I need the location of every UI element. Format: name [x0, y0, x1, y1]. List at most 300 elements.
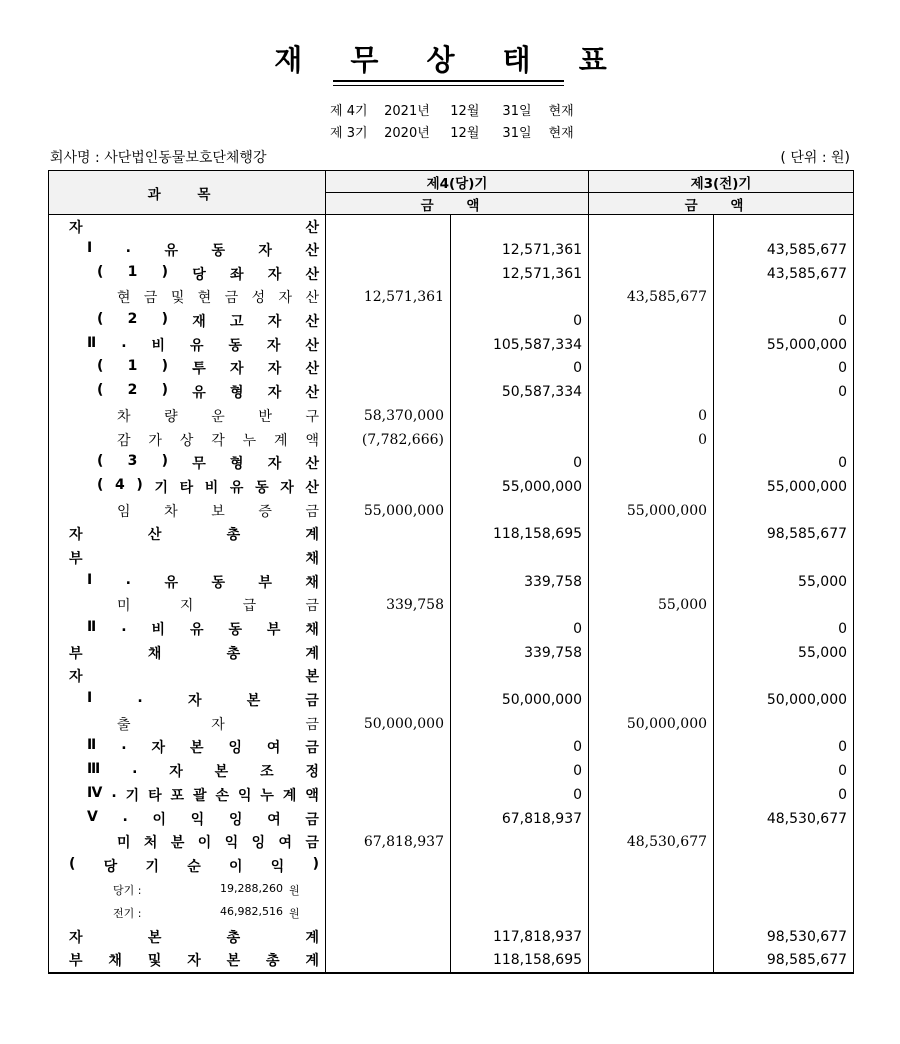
cell-previous-detail: [589, 357, 714, 381]
label-char: 부: [69, 550, 83, 567]
cell-previous-detail: [589, 688, 714, 712]
label-char: .: [121, 737, 127, 754]
row-label-text: [117, 430, 319, 450]
cell-current-detail: [326, 380, 451, 404]
row-label-text: [87, 690, 319, 710]
period-year: 2021년: [384, 104, 430, 119]
label-char: 금: [305, 503, 319, 520]
title-underline-thin: [333, 85, 564, 86]
cell-previous-total: 55,000,000: [714, 333, 854, 357]
cell-previous-total: [714, 404, 854, 428]
table-row: [49, 617, 854, 641]
row-label: [49, 807, 326, 831]
label-char: 유: [189, 337, 204, 354]
table-row: [49, 594, 854, 618]
cell-previous-detail: [589, 451, 714, 475]
table-row: [49, 854, 854, 878]
period-year: 2020년: [384, 126, 430, 141]
label-char: 각: [211, 432, 225, 449]
label-char: 비: [151, 337, 165, 354]
label-char: 무: [192, 456, 206, 473]
label-char: Ⅰ: [87, 240, 93, 257]
row-label: [49, 286, 326, 310]
label-char: ): [312, 855, 319, 872]
cell-previous-total: 0: [714, 451, 854, 475]
label-char: 2: [127, 382, 138, 399]
table-row: [49, 309, 854, 333]
label-char: 부: [258, 574, 272, 591]
cell-current-detail: [326, 949, 451, 973]
row-label-text: [117, 406, 319, 426]
table-row: [49, 522, 854, 546]
table-row: [49, 925, 854, 949]
row-label: [49, 404, 326, 428]
cell-previous-total: [714, 712, 854, 736]
label-char: 여: [278, 835, 293, 852]
row-label: [49, 357, 326, 381]
label-char: 구: [305, 408, 319, 425]
label-char: 정: [305, 764, 319, 781]
cell-previous-total: [714, 594, 854, 618]
label-char: 금: [224, 290, 239, 307]
cell-current-total: 0: [451, 617, 589, 641]
row-label: [49, 451, 326, 475]
row-label-text: [97, 477, 319, 497]
cell-previous-total: 98,530,677: [714, 925, 854, 949]
balance-sheet-table: [48, 170, 854, 974]
row-label-text: [117, 595, 319, 615]
label-char: 계: [305, 645, 319, 662]
row-label-text: [69, 643, 319, 663]
label-char: 유: [229, 479, 244, 496]
label-char: 총: [226, 645, 241, 662]
table-row: [49, 475, 854, 499]
label-char: 채: [305, 622, 319, 639]
row-label-text: [87, 572, 319, 592]
table-row: [49, 830, 854, 854]
table-row: [49, 451, 854, 475]
label-char: Ⅱ: [87, 619, 97, 636]
cell-current-detail: [326, 854, 451, 878]
cell-current-detail: [326, 570, 451, 594]
label-char: 좌: [229, 266, 244, 283]
table-row: [49, 380, 854, 404]
cell-current-detail: [326, 475, 451, 499]
balance-sheet-body: [49, 215, 854, 973]
label-char: Ⅴ: [87, 808, 98, 825]
cell-current-detail: [326, 522, 451, 546]
label-char: 금: [305, 693, 319, 710]
row-label-text: [87, 335, 319, 355]
label-char: ): [161, 311, 168, 328]
label-char: 계: [274, 432, 288, 449]
period-suffix: 현재: [548, 126, 574, 141]
cell-current-detail: 55,000,000: [326, 499, 451, 523]
label-char: 및: [147, 953, 162, 970]
label-char: 가: [148, 432, 162, 449]
period-day: 31일: [502, 126, 532, 141]
note-label: 당기 :: [113, 883, 142, 897]
row-label: [49, 428, 326, 452]
label-char: 동: [211, 574, 225, 591]
label-char: 자: [69, 669, 83, 686]
label-char: Ⅰ: [87, 571, 93, 588]
label-char: .: [121, 619, 127, 636]
cell-previous-total: 55,000: [714, 641, 854, 665]
label-char: 동: [228, 337, 242, 354]
cell-current-total: 339,758: [451, 570, 589, 594]
label-char: 고: [229, 314, 244, 331]
cell-current-detail: (7,782,666): [326, 428, 451, 452]
cell-previous-detail: [589, 807, 714, 831]
label-char: .: [125, 571, 131, 588]
label-char: 자: [266, 337, 281, 354]
label-char: .: [111, 784, 117, 801]
cell-current-total: [451, 712, 589, 736]
header-previous-period: 제3(전)기: [589, 171, 854, 193]
label-char: 괄: [193, 787, 207, 804]
label-char: 본: [147, 929, 162, 946]
label-char: 잉: [251, 835, 266, 852]
period-term: 제 4기: [330, 104, 368, 119]
unit-label: ( 단위 : 원): [780, 150, 850, 166]
label-char: 상: [179, 432, 194, 449]
label-char: 동: [211, 243, 225, 260]
cell-previous-total: [714, 901, 854, 925]
label-char: 금: [305, 835, 319, 852]
cell-current-detail: 339,758: [326, 594, 451, 618]
label-char: 잉: [228, 811, 243, 828]
label-char: .: [132, 761, 138, 778]
label-char: 성: [251, 290, 266, 307]
row-label-text: [87, 785, 319, 805]
row-label-text: [97, 311, 319, 331]
table-row: [49, 428, 854, 452]
row-label: [49, 712, 326, 736]
table-row: [49, 357, 854, 381]
label-char: ): [161, 453, 168, 470]
label-char: 량: [164, 408, 178, 425]
label-char: 익: [270, 858, 285, 875]
cell-previous-detail: 48,530,677: [589, 830, 714, 854]
table-row: [49, 712, 854, 736]
cell-previous-total: 0: [714, 783, 854, 807]
label-char: Ⅰ: [87, 690, 93, 707]
cell-current-total: 0: [451, 736, 589, 760]
row-label: [49, 641, 326, 665]
label-char: 유: [164, 574, 178, 591]
label-char: 자: [278, 290, 293, 307]
cell-current-detail: [326, 736, 451, 760]
note-label: 전기 :: [113, 907, 142, 921]
cell-previous-total: 55,000,000: [714, 475, 854, 499]
cell-current-total: 50,000,000: [451, 688, 589, 712]
label-char: 익: [224, 835, 239, 852]
label-char: 급: [242, 598, 257, 615]
cell-current-total: [451, 286, 589, 310]
table-row: [49, 949, 854, 973]
cell-current-total: 0: [451, 783, 589, 807]
cell-previous-detail: 0: [589, 404, 714, 428]
table-row: [49, 783, 854, 807]
row-label: [49, 830, 326, 854]
cell-previous-detail: [589, 262, 714, 286]
label-char: (: [97, 358, 104, 375]
row-label-text: [69, 548, 319, 568]
cell-current-detail: [326, 665, 451, 689]
period-month: 12월: [450, 104, 480, 119]
label-char: 형: [229, 456, 244, 473]
label-char: 3: [127, 453, 138, 470]
label-char: 보: [211, 503, 225, 520]
cell-previous-detail: [589, 475, 714, 499]
label-char: 자: [267, 456, 282, 473]
table-row: [49, 641, 854, 665]
cell-current-total: 0: [451, 451, 589, 475]
cell-current-detail: [326, 333, 451, 357]
row-label-text: [87, 809, 319, 829]
cell-previous-detail: 43,585,677: [589, 286, 714, 310]
cell-previous-detail: [589, 333, 714, 357]
label-char: 운: [211, 408, 225, 425]
label-char: 비: [151, 622, 165, 639]
row-label: [49, 925, 326, 949]
cell-current-total: 12,571,361: [451, 262, 589, 286]
label-char: 처: [143, 835, 158, 852]
cell-previous-detail: 50,000,000: [589, 712, 714, 736]
note-unit: 원: [289, 907, 300, 921]
label-char: 타: [179, 479, 194, 496]
cell-current-total: 0: [451, 759, 589, 783]
label-char: 증: [258, 503, 272, 520]
cell-previous-detail: [589, 878, 714, 902]
label-char: 자: [258, 243, 272, 260]
cell-previous-detail: [589, 570, 714, 594]
row-label: [49, 333, 326, 357]
label-char: 자: [187, 693, 202, 710]
label-char: .: [137, 690, 143, 707]
cell-current-total: 12,571,361: [451, 238, 589, 262]
label-char: 금: [305, 740, 319, 757]
label-char: 순: [187, 858, 201, 875]
label-char: 손: [215, 787, 229, 804]
label-char: 본: [305, 669, 319, 686]
label-char: 산: [305, 456, 319, 473]
label-char: (: [97, 476, 104, 493]
period-suffix: 현재: [548, 104, 574, 119]
cell-previous-total: 0: [714, 759, 854, 783]
table-row: [49, 404, 854, 428]
label-char: .: [122, 808, 128, 825]
label-char: 자: [187, 953, 201, 970]
table-row: [49, 570, 854, 594]
row-label-text: [97, 264, 319, 284]
cell-current-total: 50,587,334: [451, 380, 589, 404]
label-char: 계: [305, 953, 319, 970]
company-name: 회사명 : 사단법인동물보호단체행강: [50, 150, 267, 166]
cell-current-detail: 58,370,000: [326, 404, 451, 428]
header-current-period: 제4(당)기: [326, 171, 589, 193]
cell-current-total: [451, 665, 589, 689]
row-label: [49, 238, 326, 262]
row-label-text: [69, 217, 319, 237]
cell-previous-total: [714, 878, 854, 902]
label-char: 채: [108, 953, 122, 970]
cell-previous-total: 48,530,677: [714, 807, 854, 831]
net-income-note: [49, 901, 326, 925]
label-char: 미: [117, 835, 131, 852]
row-label: [49, 949, 326, 973]
row-label-text: [117, 714, 319, 734]
label-char: 총: [266, 953, 280, 970]
cell-previous-total: [714, 665, 854, 689]
row-label-text: [69, 856, 319, 876]
label-char: 타: [148, 787, 162, 804]
label-char: 동: [255, 479, 269, 496]
label-char: 누: [260, 787, 274, 804]
label-char: 총: [226, 929, 241, 946]
cell-current-detail: 50,000,000: [326, 712, 451, 736]
note-value: 19,288,260: [220, 881, 283, 895]
label-char: 산: [305, 314, 319, 331]
label-char: 본: [226, 953, 241, 970]
cell-current-total: [451, 878, 589, 902]
cell-previous-total: 0: [714, 736, 854, 760]
label-char: 산: [305, 243, 319, 260]
label-char: 출: [117, 716, 131, 733]
cell-previous-detail: [589, 238, 714, 262]
cell-current-detail: [326, 617, 451, 641]
cell-previous-total: 0: [714, 380, 854, 404]
label-char: 채: [305, 574, 319, 591]
row-label: [49, 665, 326, 689]
cell-previous-detail: [589, 783, 714, 807]
cell-current-detail: [326, 309, 451, 333]
label-char: 지: [179, 598, 194, 615]
cell-previous-total: [714, 215, 854, 239]
cell-current-total: 118,158,695: [451, 522, 589, 546]
label-char: 산: [305, 385, 319, 402]
label-char: 액: [305, 787, 319, 804]
cell-previous-total: 98,585,677: [714, 522, 854, 546]
label-char: 계: [282, 787, 297, 804]
table-row: [49, 262, 854, 286]
label-char: 유: [189, 622, 204, 639]
cell-previous-total: 0: [714, 309, 854, 333]
label-char: Ⅱ: [87, 334, 97, 351]
cell-current-detail: [326, 357, 451, 381]
cell-previous-total: [714, 830, 854, 854]
row-label: [49, 475, 326, 499]
label-char: 부: [69, 645, 83, 662]
label-char: 액: [305, 432, 319, 449]
period-previous: [330, 122, 574, 141]
label-char: (: [69, 855, 76, 872]
cell-previous-total: 43,585,677: [714, 262, 854, 286]
label-char: (: [97, 453, 104, 470]
note-unit: 원: [289, 883, 300, 897]
label-char: 여: [267, 811, 281, 828]
cell-previous-total: 0: [714, 357, 854, 381]
label-char: 당: [103, 858, 118, 875]
cell-current-detail: [326, 878, 451, 902]
cell-previous-total: [714, 546, 854, 570]
label-char: 이: [229, 858, 243, 875]
label-char: 현: [117, 290, 131, 307]
row-label-text: [117, 287, 319, 307]
label-char: 채: [147, 645, 162, 662]
cell-current-total: [451, 499, 589, 523]
label-char: 1: [127, 263, 138, 280]
label-char: 산: [305, 361, 319, 378]
cell-current-total: [451, 546, 589, 570]
cell-current-total: 55,000,000: [451, 475, 589, 499]
label-char: 이: [197, 835, 212, 852]
cell-previous-detail: [589, 901, 714, 925]
label-char: 조: [260, 764, 274, 781]
row-label-text: [97, 358, 319, 378]
label-char: 자: [267, 361, 282, 378]
table-row: [49, 238, 854, 262]
table-row: [49, 546, 854, 570]
cell-previous-detail: [589, 949, 714, 973]
cell-previous-total: 0: [714, 617, 854, 641]
cell-current-detail: [326, 901, 451, 925]
note-row: [49, 901, 854, 925]
label-char: 본: [189, 740, 204, 757]
label-char: .: [121, 334, 127, 351]
table-row: [49, 759, 854, 783]
row-label: [49, 688, 326, 712]
label-char: 본: [246, 693, 261, 710]
cell-previous-detail: [589, 215, 714, 239]
cell-current-total: 118,158,695: [451, 949, 589, 973]
period-day: 31일: [502, 104, 532, 119]
label-char: Ⅳ: [87, 784, 103, 801]
label-char: 채: [305, 550, 319, 567]
row-label-text: [69, 666, 319, 686]
label-char: 임: [117, 503, 131, 520]
cell-previous-total: [714, 499, 854, 523]
row-label-text: [69, 950, 319, 970]
label-char: 금: [305, 811, 319, 828]
label-char: 자: [151, 740, 165, 757]
label-char: 금: [305, 716, 319, 733]
row-label: [49, 499, 326, 523]
cell-previous-detail: [589, 522, 714, 546]
row-label: [49, 380, 326, 404]
label-char: 기: [125, 787, 140, 804]
cell-current-detail: 12,571,361: [326, 286, 451, 310]
table-row: [49, 286, 854, 310]
label-char: 자: [69, 929, 83, 946]
row-label: [49, 522, 326, 546]
label-char: 2: [127, 311, 138, 328]
cell-previous-total: [714, 428, 854, 452]
label-char: 및: [170, 290, 185, 307]
label-char: 자: [169, 764, 183, 781]
label-char: .: [125, 240, 131, 257]
label-char: 투: [192, 361, 206, 378]
label-char: Ⅱ: [87, 737, 97, 754]
row-label: [49, 262, 326, 286]
cell-current-total: 0: [451, 309, 589, 333]
label-char: 이: [152, 811, 167, 828]
label-char: 비: [204, 479, 219, 496]
label-char: 계: [305, 527, 319, 544]
cell-previous-detail: 0: [589, 428, 714, 452]
cell-previous-detail: [589, 925, 714, 949]
